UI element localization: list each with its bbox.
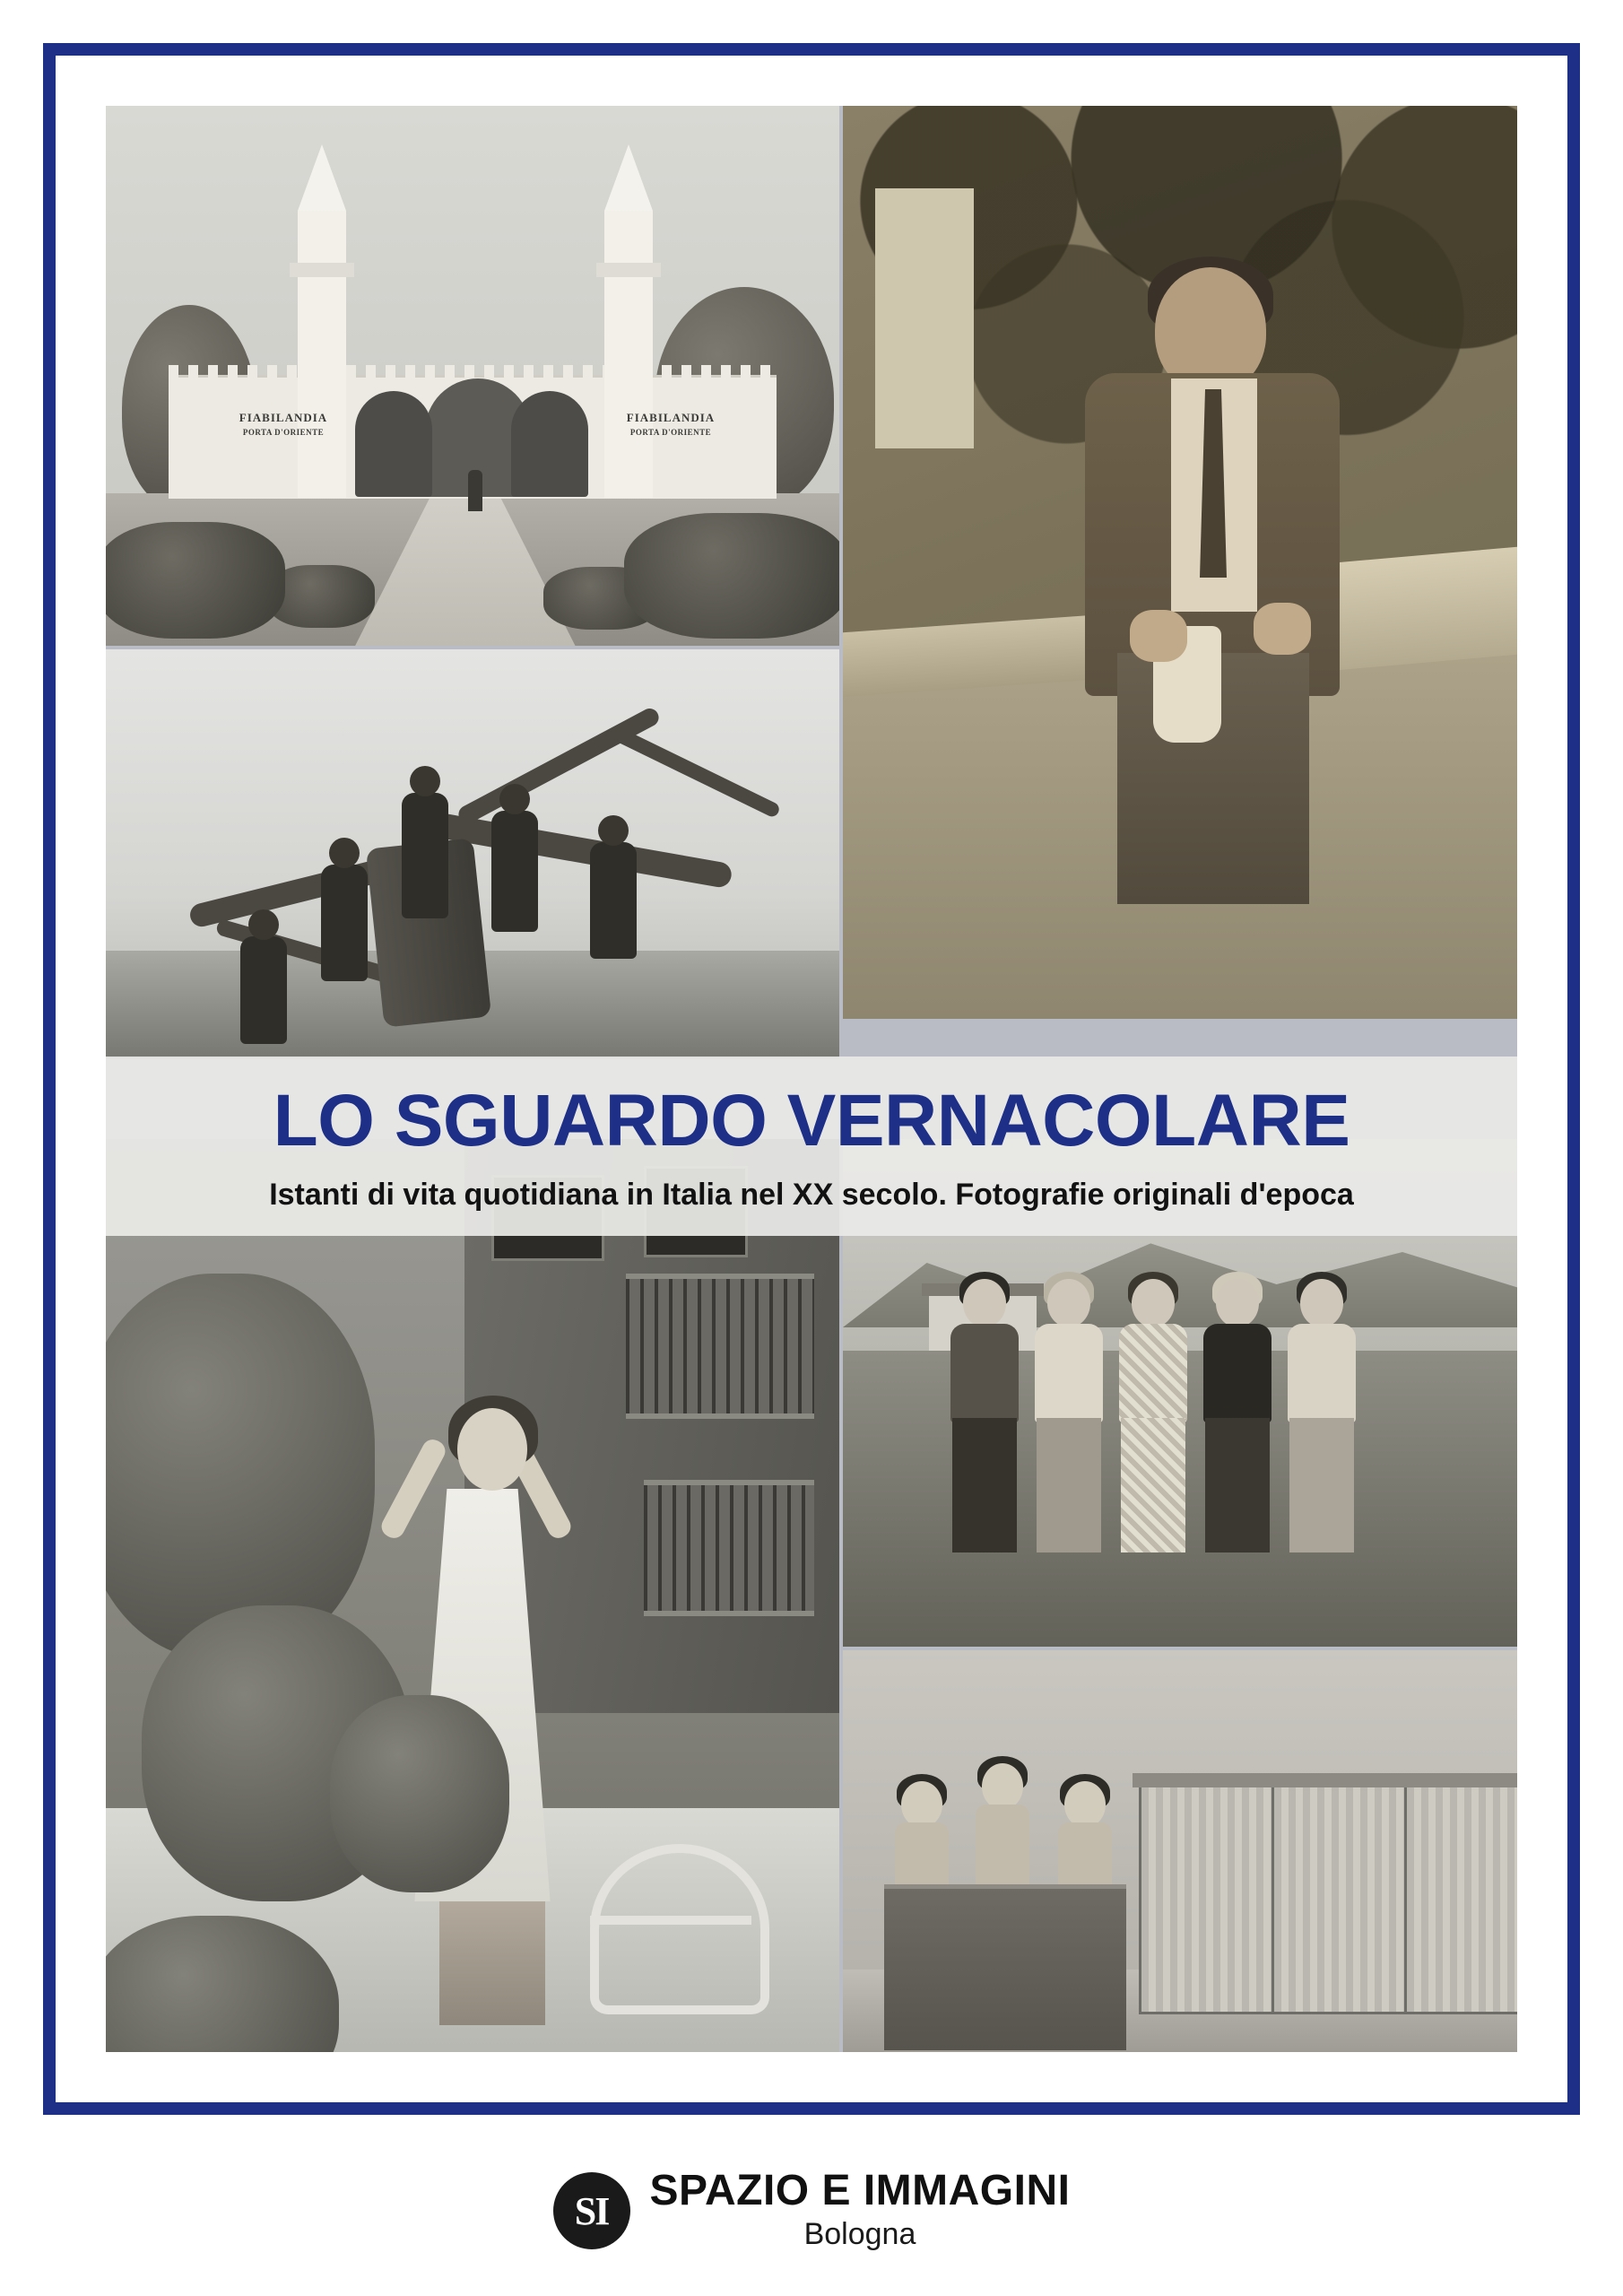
- garden-chair: [590, 1844, 769, 2014]
- cabin-2: [1271, 1785, 1411, 2014]
- poster-frame: [43, 43, 1580, 2115]
- poster-content-area: [106, 106, 1517, 2052]
- soldier-3: [402, 793, 448, 918]
- photo-fiabilandia-gate-canvas: [106, 106, 839, 646]
- shrub-center: [330, 1695, 509, 1892]
- woman-3: [1112, 1279, 1194, 1584]
- man-figure: [1078, 267, 1347, 895]
- woman-2: [1028, 1279, 1110, 1584]
- woman-1: [943, 1279, 1026, 1584]
- publisher-logo-text: [650, 2169, 1071, 2252]
- photo-soldiers-in-tree: [106, 649, 839, 1058]
- page-title: LO SGUARDO VERNACOLARE: [273, 1079, 1350, 1161]
- bush-right: [624, 513, 839, 639]
- minaret-left: [298, 211, 346, 498]
- cabin-1: [1139, 1785, 1279, 2014]
- woman-legs: [439, 1891, 545, 2025]
- person-silhouette: [468, 470, 482, 511]
- gate-sign-right-subtitle: PORTA D'ORIENTE: [629, 428, 712, 437]
- gate-arch-right: [511, 391, 588, 497]
- publisher-city: Bologna: [803, 2216, 916, 2251]
- gate-arch-left: [355, 391, 432, 497]
- soldier-1: [240, 936, 287, 1044]
- gate-sign-left: [221, 411, 346, 437]
- gate-sign-right: [608, 411, 733, 437]
- publisher-name: SPAZIO E IMMAGINI: [649, 2167, 1071, 2215]
- photo-soldiers-in-tree-canvas: [106, 649, 839, 1058]
- page-subtitle: Istanti di vita quotidiana in Italia nel XX secolo. Fotografie originali d'epoca: [269, 1177, 1354, 1212]
- woman-4: [1196, 1279, 1279, 1584]
- soldier-4: [491, 811, 538, 932]
- balcony-lower: [644, 1480, 814, 1616]
- balcony-upper: [626, 1274, 814, 1419]
- publisher-footer: [0, 2152, 1623, 2269]
- man-right-hand: [1254, 603, 1311, 655]
- woman-5: [1280, 1279, 1363, 1584]
- soldier-5: [590, 842, 637, 959]
- publisher-logo-icon: SI: [553, 2172, 630, 2249]
- gate-sign-left-title: FIABILANDIA: [239, 411, 328, 424]
- minaret-right: [604, 211, 653, 498]
- gate-sign-left-subtitle: PORTA D'ORIENTE: [242, 428, 325, 437]
- photo-man-with-jacket: [843, 106, 1517, 1019]
- man-left-hand: [1130, 610, 1187, 662]
- photo-beach-cabins-canvas: [843, 1650, 1517, 2052]
- title-band: [106, 1057, 1517, 1236]
- house-wall: [875, 188, 974, 448]
- cabin-3: [1404, 1785, 1517, 2014]
- photo-beach-cabins: [843, 1650, 1517, 2052]
- soldier-2: [321, 865, 368, 981]
- bush-left: [106, 522, 285, 639]
- photo-man-with-jacket-canvas: [843, 106, 1517, 1019]
- photo-woman-in-garden: [106, 1139, 839, 2052]
- held-towel: [884, 1884, 1126, 2050]
- photo-woman-in-garden-canvas: [106, 1139, 839, 2052]
- photo-fiabilandia-gate: [106, 106, 839, 646]
- woman-head: [457, 1408, 527, 1491]
- gate-sign-right-title: FIABILANDIA: [626, 411, 716, 424]
- shrub-top-left: [106, 1274, 375, 1659]
